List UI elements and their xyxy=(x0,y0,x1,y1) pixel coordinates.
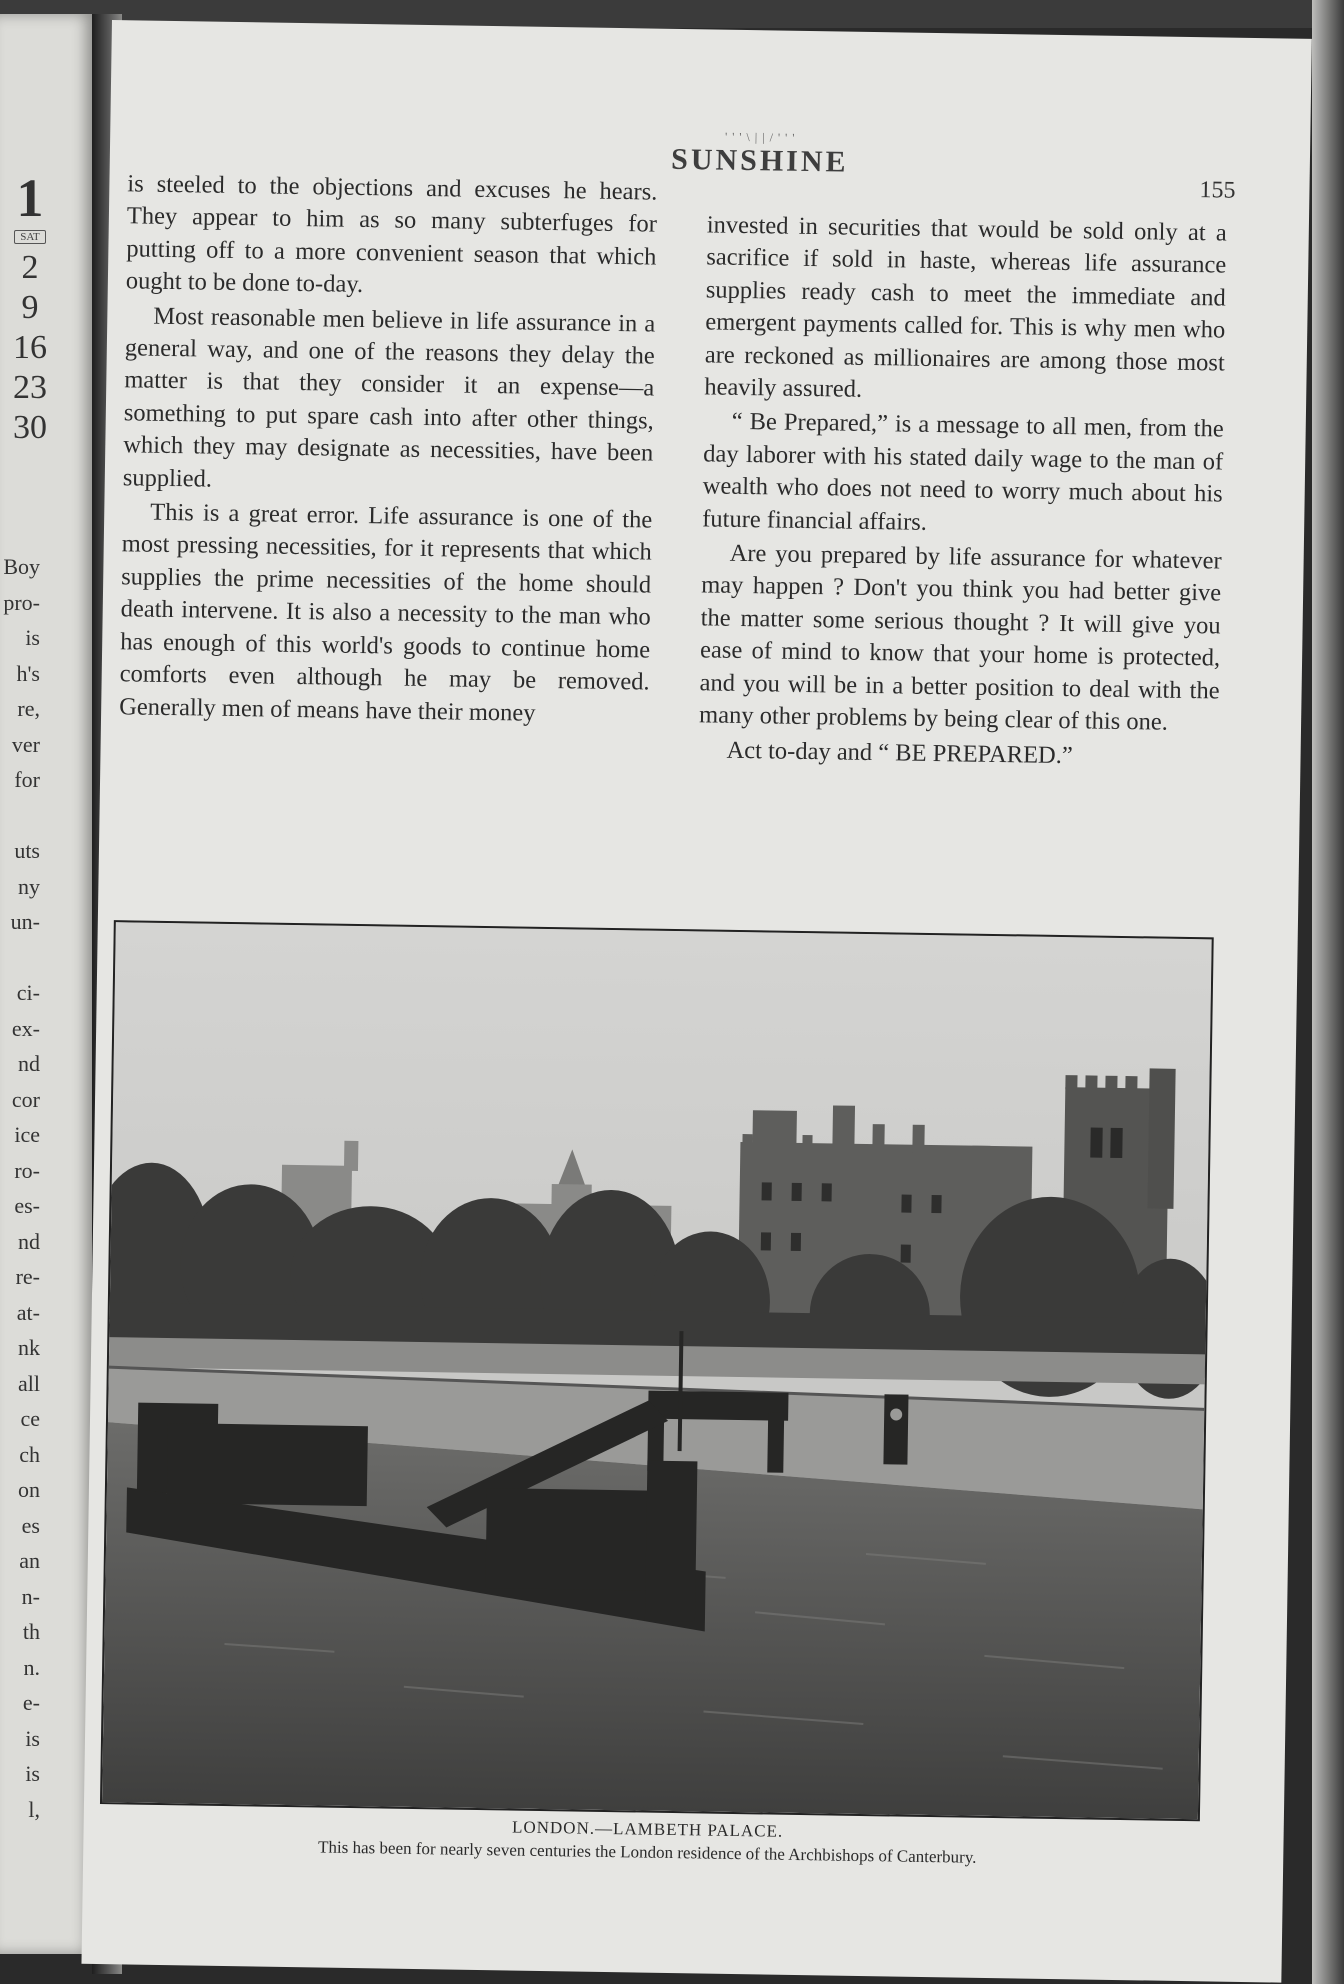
calendar-date: 30 xyxy=(13,409,47,446)
article-paragraph: invested in securities that would be sold only at a sacrifice if sold in haste, whereas life assurance supplies ready cash to meet the immediate and emergent payments called for. This is why men who are reckoned as millionaires are among those most heavily assured. xyxy=(704,211,1228,403)
text-fragment: re, xyxy=(17,696,40,721)
text-fragment: es- xyxy=(14,1193,40,1218)
sunburst-rays: ' ' ' \ | | / ' ' ' xyxy=(724,129,796,145)
cut-off-text-column xyxy=(0,549,40,1827)
text-fragment: ver xyxy=(11,731,40,757)
text-fragment: is xyxy=(25,1725,40,1751)
text-fragment: l, xyxy=(28,1796,40,1822)
text-fragment: n. xyxy=(23,1654,40,1680)
page-number: 155 xyxy=(1199,177,1236,204)
text-fragment: un- xyxy=(10,909,40,934)
article-left-column xyxy=(119,168,658,733)
calendar-numbers xyxy=(0,248,60,448)
text-fragment: ci- xyxy=(16,980,40,1005)
article-paragraph: Most reasonable men believe in life assurance in a general way, and one of the reasons they delay the matter is that they consider it an expense—a something to put spare cash into after other things, which they may designate as necessities, have been supplied. xyxy=(122,302,656,493)
calendar-date: 16 xyxy=(13,329,47,366)
text-fragment xyxy=(0,940,40,976)
article-paragraph: Are you prepared by life assurance for whatever may happen ? Don't you think you had better give the matter some serious thought ? It will give you ease of mind to know that your home is protected, and you will be in a better position to deal with the many other problems by being clear of this one. xyxy=(698,539,1222,736)
calendar-fragment xyxy=(0,169,60,448)
calendar-date: 2 xyxy=(21,249,39,286)
lambeth-palace-photograph xyxy=(100,920,1214,1821)
text-fragment: ro- xyxy=(14,1157,40,1183)
photo-caption xyxy=(99,1810,1196,1873)
facing-page-fragment xyxy=(0,14,96,1954)
text-fragment: ice xyxy=(14,1122,40,1147)
text-fragment: ex- xyxy=(11,1015,40,1041)
text-fragment: is xyxy=(25,1761,40,1786)
caption-title: LONDON.—LAMBETH PALACE. xyxy=(511,1817,784,1841)
photo-illustration xyxy=(102,922,1212,1819)
text-fragment: th xyxy=(22,1619,40,1644)
text-fragment: ny xyxy=(18,873,40,899)
text-fragment: nk xyxy=(18,1335,40,1360)
calendar-big-number: 1 xyxy=(16,168,44,228)
text-fragment: n- xyxy=(21,1583,40,1609)
text-fragment: h's xyxy=(16,660,40,686)
text-fragment: at- xyxy=(16,1299,40,1325)
text-fragment: is xyxy=(25,625,40,650)
article-paragraph: This is a great error. Life assurance is one of the most pressing necessities, for it represents that which supplies the prime necessities of the home should death intervene. It is also a necessity to the man who has enough of this world's goods to continue home comforts even although he may be removed. Generally men of means have their money xyxy=(119,498,653,727)
magazine-page xyxy=(81,20,1311,1983)
text-fragment: for xyxy=(14,767,40,792)
text-fragment: es xyxy=(21,1512,40,1538)
text-fragment: Boy xyxy=(3,554,40,579)
text-fragment: all xyxy=(18,1370,40,1396)
text-fragment: on xyxy=(18,1477,40,1502)
text-fragment: uts xyxy=(14,838,40,863)
scanner-right-edge xyxy=(1312,0,1344,1984)
text-fragment: an xyxy=(19,1548,40,1573)
text-fragment: cor xyxy=(11,1086,40,1112)
article-right-column xyxy=(698,209,1227,776)
article-paragraph: is steeled to the objections and excuses he hears. They appear to him as so many subterfuges for putting off to a more convenient season that which ought to be done to-day. xyxy=(125,170,658,299)
text-fragment: nd xyxy=(18,1228,40,1254)
article-paragraph: Act to-day and “ BE PREPARED.” xyxy=(726,736,1073,769)
masthead xyxy=(610,128,911,181)
text-fragment xyxy=(0,798,40,834)
caption-text: This has been for nearly seven centuries the London residence of the Archbishops of Canterbury. xyxy=(317,1837,977,1867)
text-fragment: e- xyxy=(22,1690,40,1715)
text-fragment: nd xyxy=(18,1051,40,1076)
article-paragraph: “ Be Prepared,” is a message to all men, from the day laborer with his stated daily wage to the man of wealth who does not need to worry much about his future financial affairs. xyxy=(702,408,1224,536)
text-fragment: ch xyxy=(19,1441,40,1467)
text-fragment: ce xyxy=(20,1406,40,1431)
text-fragment: pro- xyxy=(3,589,40,615)
calendar-date: 23 xyxy=(13,369,47,406)
calendar-day-label: SAT xyxy=(14,230,46,244)
calendar-date: 9 xyxy=(21,289,39,326)
magazine-title: SUNSHINE xyxy=(670,142,849,179)
text-fragment: re- xyxy=(15,1264,40,1289)
